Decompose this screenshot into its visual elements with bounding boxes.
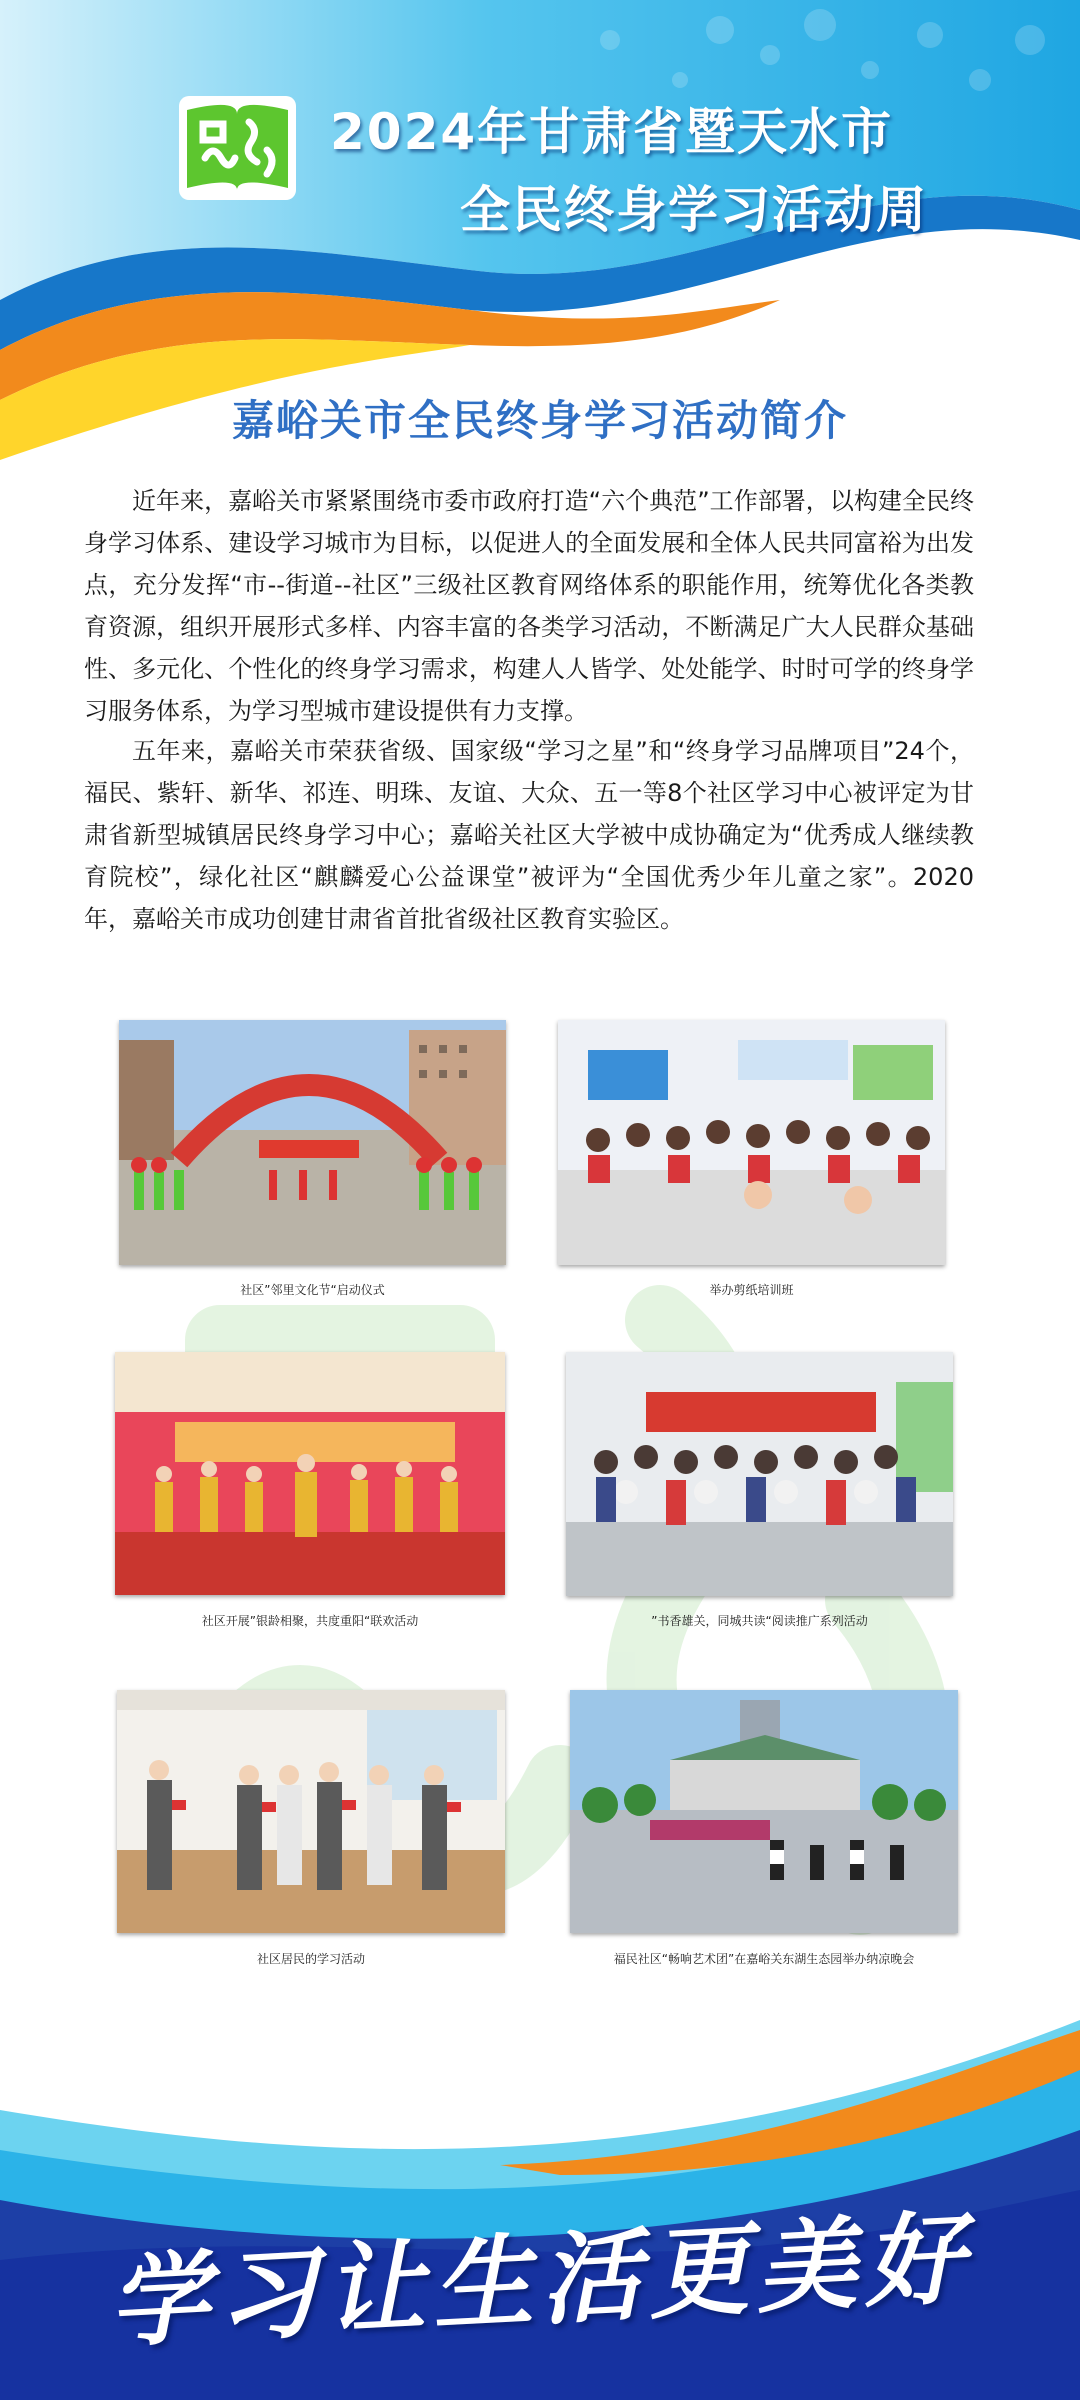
photo-caption-5: 社区居民的学习活动 [256,1952,365,1966]
photo-caption-2: 举办剪纸培训班 [709,1283,794,1297]
photo-residents-learning [117,1690,505,1933]
photo-caption-1: 社区”邻里文化节“启动仪式 [240,1283,385,1297]
photo-reading-promotion [566,1352,953,1596]
photo-caption-3: 社区开展”银龄相聚，共度重阳“联欢活动 [201,1614,419,1628]
section-title: 嘉峪关市全民终身学习活动简介 [231,396,848,445]
header-title-line2: 全民终身学习活动周 [460,181,928,239]
slogan: 学习让生活更美好 [105,2199,975,2362]
photo-paper-cutting-class [558,1020,945,1265]
photo-caption-4: ”书香雄关，同城共读“阅读推广系列活动 [651,1614,868,1628]
lifelong-learning-logo [175,92,300,204]
photo-outdoor-concert [570,1690,958,1933]
intro-paragraph-2: 五年来，嘉峪关市荣获省级、国家级“学习之星”和“终身学习品牌项目”24个，福民、紫轩、新华、祁连、明珠、友谊、大众、五一等8个社区学习中心被评定为甘肃省新型城镇居民终身学习中心；嘉峪关社区大学被中成协确定为“优秀成人继续教育院校”，绿化社区“麒麟爱心公益课堂”被评为“全国优秀少年儿童之家”。2020年，嘉峪关市成功创建甘肃省首批省级社区教育实验区。 [84,737,974,933]
photo-opening-ceremony [119,1020,506,1265]
photo-double-ninth-gala [115,1352,505,1595]
header-title-line1: 2024年甘肃省暨天水市 [330,103,894,161]
intro-paragraph-1: 近年来，嘉峪关市紧紧围绕市委市政府打造“六个典范”工作部署，以构建全民终身学习体系、建设学习城市为目标，以促进人的全面发展和全体人民共同富裕为出发点，充分发挥“市--街道--社区”三级社区教育网络体系的职能作用，统筹优化各类教育资源，组织开展形式多样、内容丰富的各类学习活动，不断满足广大人民群众基础性、多元化、个性化的终身学习需求，构建人人皆学、处处能学、时时可学的终身学习服务体系，为学习型城市建设提供有力支撑。 [84,487,974,725]
photo-caption-6: 福民社区“畅响艺术团”在嘉峪关东湖生态园举办纳凉晚会 [613,1952,915,1966]
